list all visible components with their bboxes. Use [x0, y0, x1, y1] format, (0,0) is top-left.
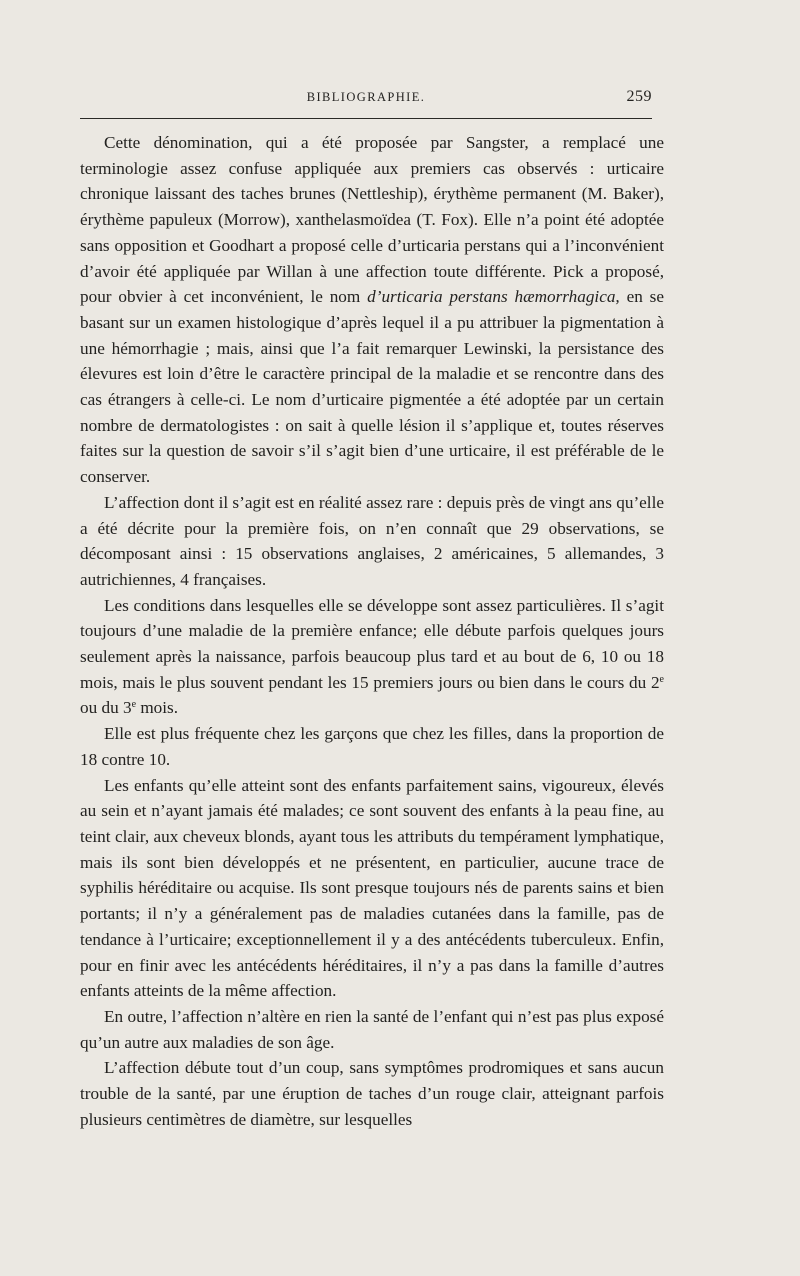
paragraph-3-part-a: Les conditions dans lesquelles elle se développe sont assez particulières. Il s’agit toujours d’une maladie de la première enfance; elle débute parfois quelques jours seulement après la naissance, parfois beaucoup plus tard et au bout de 6, 10 ou 18 mois, mais le plus souvent pendant les 15 premiers jours ou bien dans le cours du 2 — [80, 595, 664, 692]
paragraph-1-part-b: en se basant sur un examen histologique d’après lequel il a pu attribuer la pigmentation à une hémorrhagie ; mais, ainsi que l’a fait remarquer Lewinski, la persistance des élevures est loin d’être le caractère principal de la maladie et se rencontre dans des cas étrangers à celle-ci. Le nom d’urticaire pigmentée a été adoptée par un certain nombre de dermatologistes : on sait à quelle lésion il s’applique et, toutes réserves faites sur la question de savoir s’il s’agit bien d’une urticaire, il est préférable de le conserver. — [80, 287, 664, 487]
paragraph-1 — [80, 130, 664, 490]
body-text — [80, 130, 664, 1132]
page-number: 259 — [626, 88, 652, 105]
page-header — [80, 88, 652, 108]
paragraph-1-part-a: Cette dénomination, qui a été proposée par Sangster, a remplacé une terminologie assez confuse appliquée aux premiers cas observés : urticaire chronique laissant des taches brunes (Nettleship), érythème permanent (M. Baker), érythème papuleux (Morrow), xanthelasmoïdea (T. Fox). Elle n’a point été adoptée sans opposition et Goodhart a proposé celle d’urticaria perstans qui a l’inconvénient d’avoir été appliquée par Willan à une affection toute différente. Pick a proposé, pour obvier à cet inconvénient, le nom — [80, 133, 664, 307]
header-rule — [80, 118, 652, 119]
running-title: BIBLIOGRAPHIE. — [306, 90, 426, 104]
paragraph-5: Les enfants qu’elle atteint sont des enfants parfaitement sains, vigoureux, élevés au sein et n’ayant jamais été malades; ce sont souvent des enfants à la peau fine, au teint clair, aux cheveux blonds, ayant tous les attributs du tempérament lymphatique, mais ils sont bien développés et ne présentent, en particulier, aucune trace de syphilis héréditaire ou acquise. Ils sont presque toujours nés de parents sains et bien portants; il n’y a généralement pas de maladies cutanées dans la famille, pas de tendance à l’urticaire; exceptionnellement il y a des antécédents tuberculeux. Enfin, pour en finir avec les antécédents héréditaires, il n’y a pas dans la famille d’autres enfants atteints de la même affection. — [80, 775, 664, 1001]
paragraph-2: L’affection dont il s’agit est en réalité assez rare : depuis près de vingt ans qu’elle a été décrite pour la première fois, on n’en connaît que 29 observations, se décomposant ainsi : 15 observations anglaises, 2 américaines, 5 allemandes, 3 autrichiennes, 4 françaises. — [80, 492, 664, 589]
latin-term: d’urticaria perstans hæmorrhagica, — [367, 287, 620, 307]
paragraph-3-part-c: mois. — [136, 698, 179, 718]
superscript-3e: e — [131, 699, 137, 711]
paragraph-6: En outre, l’affection n’altère en rien la santé de l’enfant qui n’est pas plus exposé qu’un autre aux maladies de son âge. — [80, 1006, 664, 1052]
paragraph-7: L’affection débute tout d’un coup, sans symptômes prodromiques et sans aucun trouble de la santé, par une éruption de taches d’un rouge clair, atteignant parfois plusieurs centimètres de diamètre, sur lesquelles — [80, 1058, 664, 1129]
paragraph-4: Elle est plus fréquente chez les garçons que chez les filles, dans la proportion de 18 contre 10. — [80, 724, 664, 769]
paragraph-3-part-b: ou du 3 — [80, 698, 132, 718]
superscript-2e: e — [659, 673, 664, 685]
paragraph-3 — [80, 593, 664, 722]
